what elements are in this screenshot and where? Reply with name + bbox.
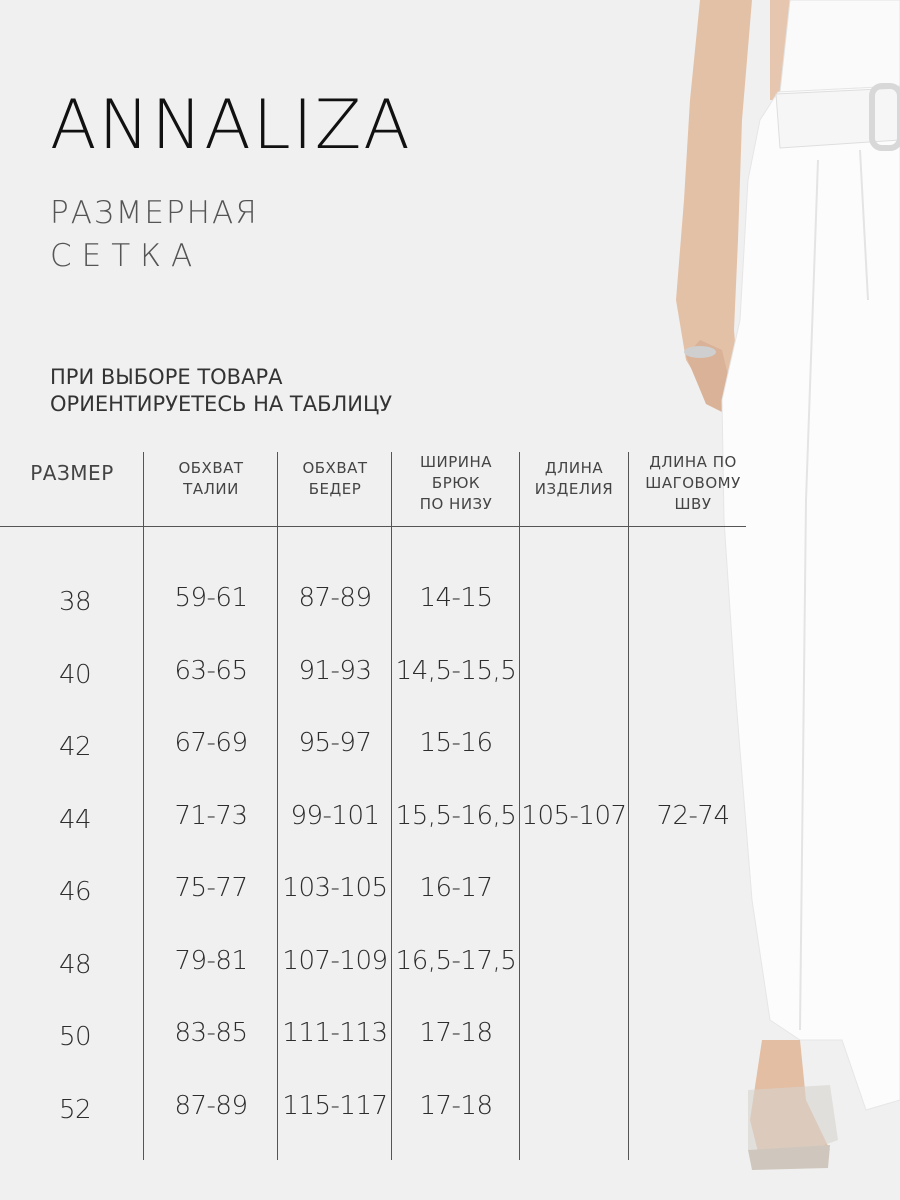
waist-value: 59-61: [174, 583, 248, 613]
leg-width-value: 14-15: [419, 583, 493, 613]
header-divider: [0, 526, 746, 527]
column-divider: [628, 452, 629, 1160]
header-inseam: ДЛИНА ПО ШАГОВОМУ ШВУ: [645, 453, 741, 513]
waist-value: 87-89: [174, 1090, 248, 1121]
instruction-note: [50, 364, 392, 418]
product-photo-white-pants: [640, 0, 900, 1200]
size-value: 50: [58, 1022, 92, 1052]
leg-width-value: 15-16: [419, 728, 493, 758]
brand-logo: ANNALIZA: [50, 86, 412, 165]
waist-value: 75-77: [174, 873, 248, 903]
column-divider: [143, 452, 144, 1160]
length-value: 105-107: [521, 801, 627, 831]
size-value: 42: [58, 732, 92, 762]
leg-width-value: 17-18: [419, 1090, 493, 1121]
size-value: 52: [58, 1094, 92, 1125]
waist-value: 83-85: [174, 1018, 248, 1048]
header-length: ДЛИНА ИЗДЕЛИЯ: [534, 459, 614, 498]
size-value: 38: [58, 587, 92, 617]
waist-value: 71-73: [174, 800, 248, 831]
hips-value: 115-117: [282, 1090, 388, 1121]
hips-value: 107-109: [282, 945, 388, 976]
hips-value: 111-113: [282, 1018, 388, 1048]
note-line-2: ОРИЕНТИРУЕТЕСЬ НА ТАБЛИЦУ: [50, 392, 393, 416]
header-hips: ОБХВАТ БЕДЕР: [302, 459, 368, 498]
subtitle-line-1: РАЗМЕРНАЯ: [50, 195, 259, 231]
waist-value: 67-69: [174, 728, 248, 758]
leg-width-value: 14,5-15,5: [395, 655, 517, 686]
header-leg-width: ШИРИНА БРЮК ПО НИЗУ: [419, 453, 493, 513]
leg-width-value: 16,5-17,5: [395, 945, 517, 976]
column-divider: [277, 452, 278, 1160]
hips-value: 103-105: [282, 873, 388, 903]
waist-value: 79-81: [174, 945, 248, 976]
hips-value: 95-97: [298, 728, 372, 758]
size-value: 48: [58, 949, 92, 980]
size-value: 44: [58, 804, 92, 835]
column-divider: [391, 452, 392, 1160]
size-value: 46: [58, 877, 92, 907]
leg-width-value: 17-18: [419, 1018, 493, 1048]
header-size: РАЗМЕР: [30, 461, 114, 485]
note-line-1: ПРИ ВЫБОРЕ ТОВАРА: [50, 365, 283, 389]
leg-width-value: 15,5-16,5: [395, 800, 517, 831]
size-value: 40: [58, 659, 92, 690]
subtitle-line-2: СЕТКА: [50, 238, 203, 274]
inseam-value: 72-74: [656, 801, 730, 831]
hips-value: 91-93: [298, 655, 372, 686]
waist-value: 63-65: [174, 655, 248, 686]
hips-value: 87-89: [298, 583, 372, 613]
column-divider: [519, 452, 520, 1160]
leg-width-value: 16-17: [419, 873, 493, 903]
header-waist: ОБХВАТ ТАЛИИ: [178, 459, 244, 498]
hips-value: 99-101: [290, 800, 380, 831]
